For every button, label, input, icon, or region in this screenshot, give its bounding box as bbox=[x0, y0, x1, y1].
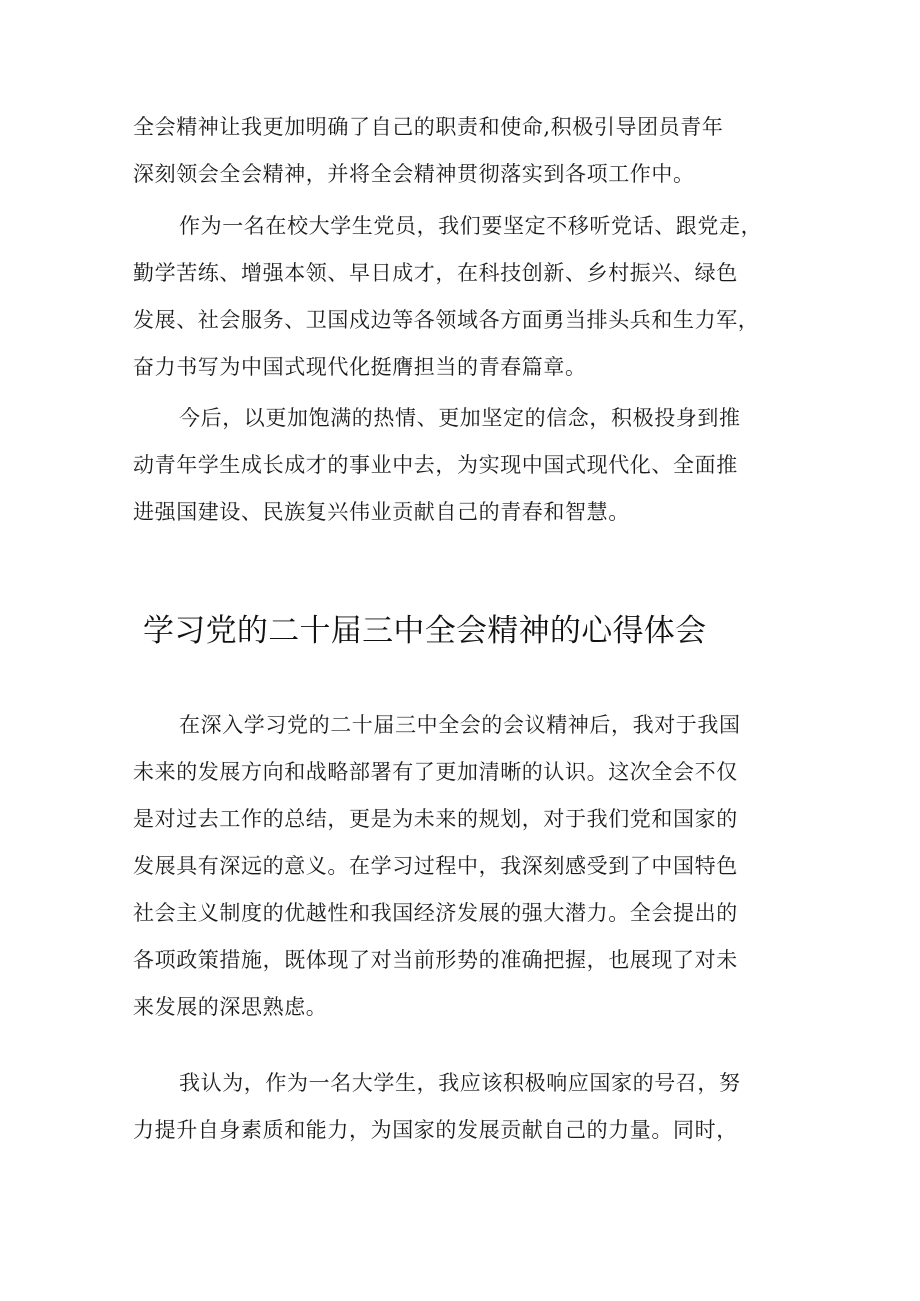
text-line: 是对过去工作的总结，更是为未来的规划，对于我们党和国家的 bbox=[133, 807, 738, 831]
text-line: 力提升自身素质和能力，为国家的发展贡献自己的力量。同时， bbox=[133, 1118, 738, 1142]
text-line: 在深入学习党的二十届三中全会的会议精神后，我对于我国 bbox=[179, 713, 741, 737]
text-line: 发展具有深远的意义。在学习过程中，我深刻感受到了中国特色 bbox=[133, 854, 738, 878]
text-line: 作为一名在校大学生党员，我们要坚定不移听党话、跟党走， bbox=[179, 214, 763, 238]
text-line: 今后，以更加饱满的热情、更加坚定的信念，积极投身到推 bbox=[179, 406, 741, 430]
text-line: 来发展的深思熟虑。 bbox=[133, 995, 328, 1019]
text-line: 发展、社会服务、卫国戍边等各领域各方面勇当排头兵和生力军， bbox=[133, 308, 760, 332]
text-line: 社会主义制度的优越性和我国经济发展的强大潜力。全会提出的 bbox=[133, 901, 738, 925]
text-line: 奋力书写为中国式现代化挺膺担当的青春篇章。 bbox=[133, 355, 587, 379]
text-line: 深刻领会全会精神，并将全会精神贯彻落实到各项工作中。 bbox=[133, 162, 695, 186]
text-line: 全会精神让我更加明确了自己的职责和使命,积极引导团员青年 bbox=[133, 115, 724, 139]
text-line: 进强国建设、民族复兴伟业贡献自己的青春和智慧。 bbox=[133, 500, 630, 524]
paragraph-future bbox=[133, 395, 793, 536]
paragraph-party-member bbox=[133, 203, 793, 391]
text-line: 勤学苦练、增强本领、早日成才，在科技创新、乡村振兴、绿色 bbox=[133, 261, 738, 285]
paragraph-study bbox=[133, 702, 793, 1031]
text-line: 我认为，作为一名大学生，我应该积极响应国家的号召，努 bbox=[179, 1071, 741, 1095]
text-line: 动青年学生成长成才的事业中去，为实现中国式现代化、全面推 bbox=[133, 453, 738, 477]
text-line: 未来的发展方向和战略部署有了更加清晰的认识。这次全会不仅 bbox=[133, 760, 738, 784]
section-heading: 学习党的二十届三中全会精神的心得体会 bbox=[143, 613, 707, 649]
paragraph-student bbox=[133, 1060, 793, 1154]
paragraph-continuation bbox=[133, 104, 793, 198]
text-line: 各项政策措施，既体现了对当前形势的准确把握，也展现了对未 bbox=[133, 948, 738, 972]
